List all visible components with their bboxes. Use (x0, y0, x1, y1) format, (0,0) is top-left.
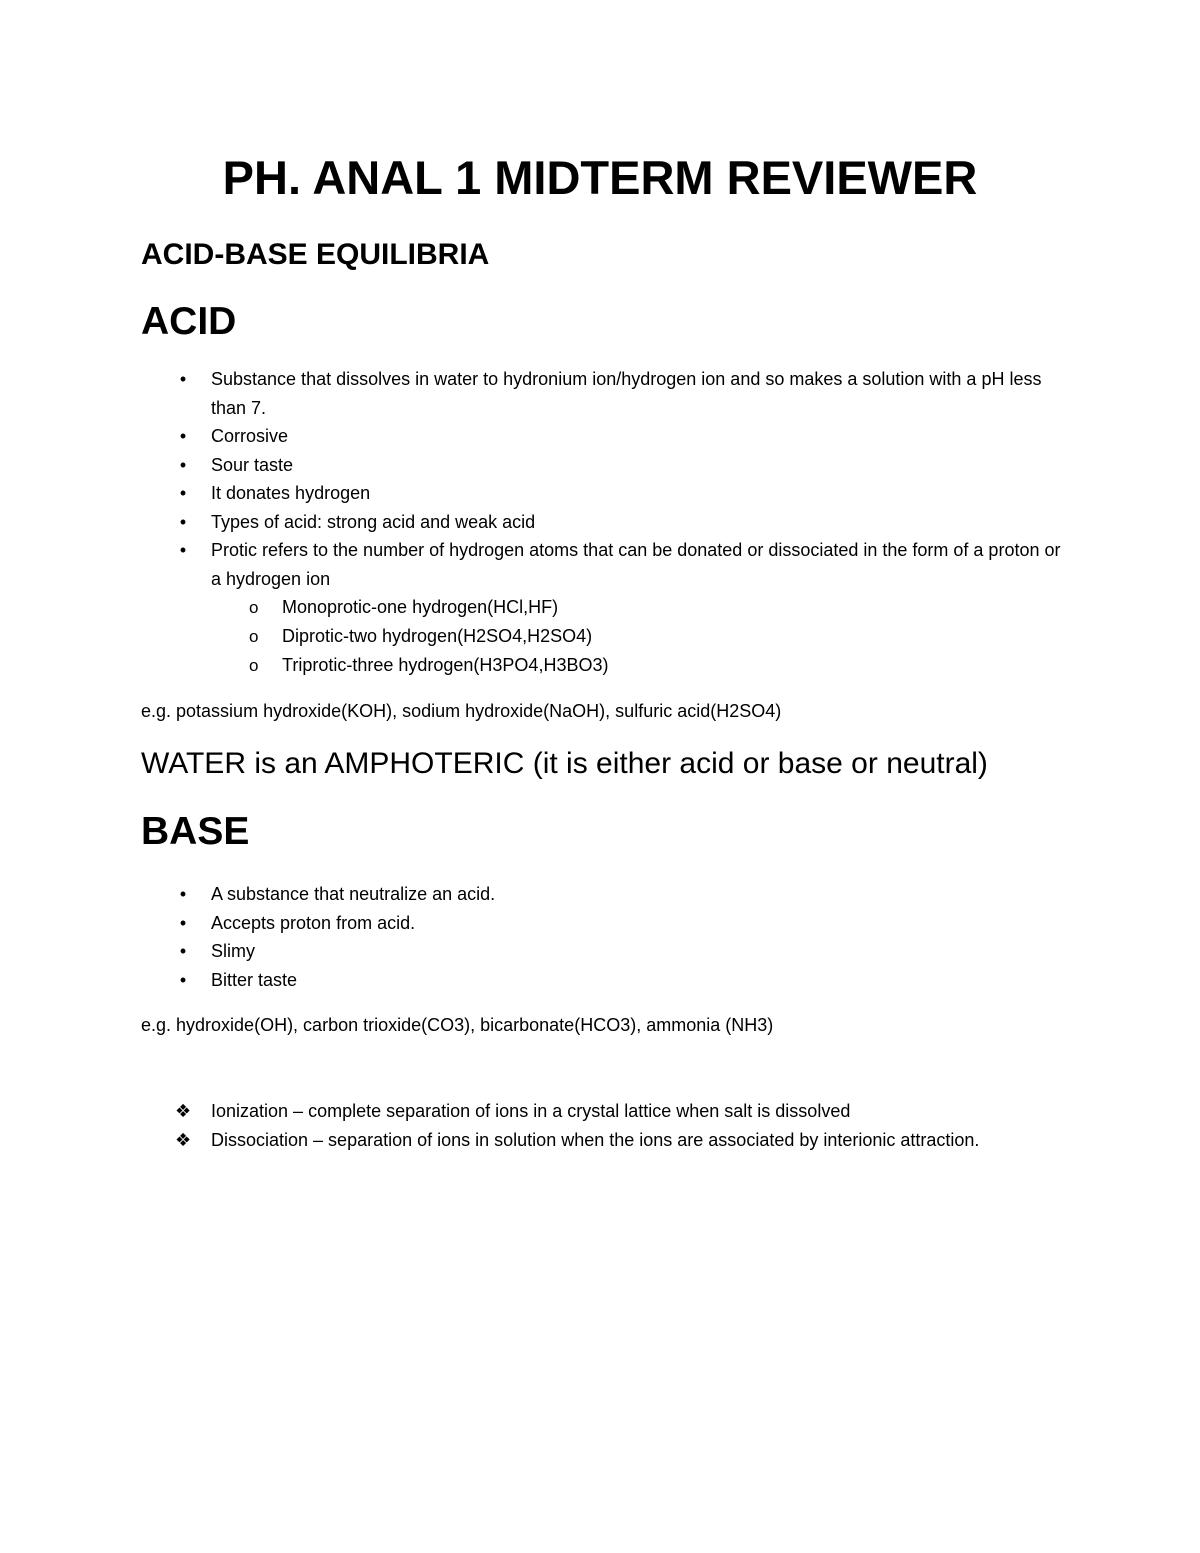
acid-example: e.g. potassium hydroxide(KOH), sodium hydroxide(NaOH), sulfuric acid(H2SO4) (141, 701, 782, 721)
list-item-text: Substance that dissolves in water to hydronium ion/hydrogen ion and so makes a solution with a pH less than 7. (211, 369, 1042, 418)
bullet-icon: • (179, 941, 187, 961)
list-item (0, 937, 1071, 966)
list-item-text: A substance that neutralize an acid. (211, 884, 496, 904)
document-title: PH. ANAL 1 MIDTERM REVIEWER (222, 151, 978, 204)
base-heading: BASE (141, 810, 250, 853)
list-item-text: Protic refers to the number of hydrogen atoms that can be donated or dissociated in the form of a proton or a hydrogen ion (211, 540, 1061, 589)
list-item (0, 451, 1071, 480)
list-item (0, 909, 1071, 938)
list-item (0, 966, 1071, 995)
acid-heading: ACID (141, 300, 237, 343)
base-example: e.g. hydroxide(OH), carbon trioxide(CO3), bicarbonate(HCO3), ammonia (NH3) (141, 1015, 774, 1035)
water-statement: WATER is an AMPHOTERIC (it is either acid or base or neutral) (141, 747, 988, 780)
section-subtitle: ACID-BASE EQUILIBRIA (141, 238, 490, 271)
bullet-icon: • (179, 483, 187, 503)
list-item (0, 479, 1071, 508)
definition-item-dissociation (0, 1126, 1071, 1155)
list-item (0, 880, 1071, 909)
definition-text: Ionization – complete separation of ions in a crystal lattice when salt is dissolved (211, 1101, 851, 1121)
base-bullet-list (0, 880, 1071, 994)
circle-bullet-icon: o (249, 598, 259, 617)
diamond-bullet-icon: ❖ (175, 1101, 192, 1121)
bullet-icon: • (179, 540, 187, 560)
acid-bullet-list (0, 365, 1071, 680)
bullet-icon: • (179, 511, 187, 532)
sub-list-item (211, 622, 1071, 651)
list-item (0, 508, 1071, 537)
list-item (0, 422, 1071, 451)
list-item-text: Slimy (211, 941, 255, 961)
list-item-text: Sour taste (211, 454, 294, 475)
diamond-bullet-icon: ❖ (175, 1129, 192, 1150)
list-item-text: Corrosive (211, 426, 289, 446)
definition-item-ionization (0, 1097, 1071, 1126)
circle-bullet-icon: o (249, 656, 259, 675)
sub-list-item-text: Diprotic-two hydrogen(H2SO4,H2SO4) (282, 626, 593, 646)
list-item-text: Types of acid: strong acid and weak acid (211, 511, 536, 532)
list-item (0, 365, 1071, 422)
circle-bullet-icon: o (249, 627, 259, 646)
sub-list-item-text: Triprotic-three hydrogen(H3PO4,H3BO3) (282, 655, 609, 675)
bullet-icon: • (179, 369, 187, 389)
sub-list-item (211, 651, 1071, 680)
list-item-text: It donates hydrogen (211, 483, 371, 503)
sub-list-item (211, 593, 1071, 622)
definition-list (0, 1097, 1071, 1154)
bullet-icon: • (179, 884, 187, 904)
bullet-icon: • (179, 454, 187, 475)
bullet-icon: • (179, 969, 187, 990)
protic-sub-list (211, 593, 1071, 680)
list-item-text: Bitter taste (211, 969, 298, 990)
bullet-icon: • (179, 912, 187, 933)
list-item (0, 536, 1071, 680)
sub-list-item-text: Monoprotic-one hydrogen(HCl,HF) (282, 597, 559, 617)
list-item-text: Accepts proton from acid. (211, 912, 416, 933)
bullet-icon: • (179, 426, 187, 446)
definition-text: Dissociation – separation of ions in solution when the ions are associated by interionic attraction. (211, 1129, 980, 1150)
